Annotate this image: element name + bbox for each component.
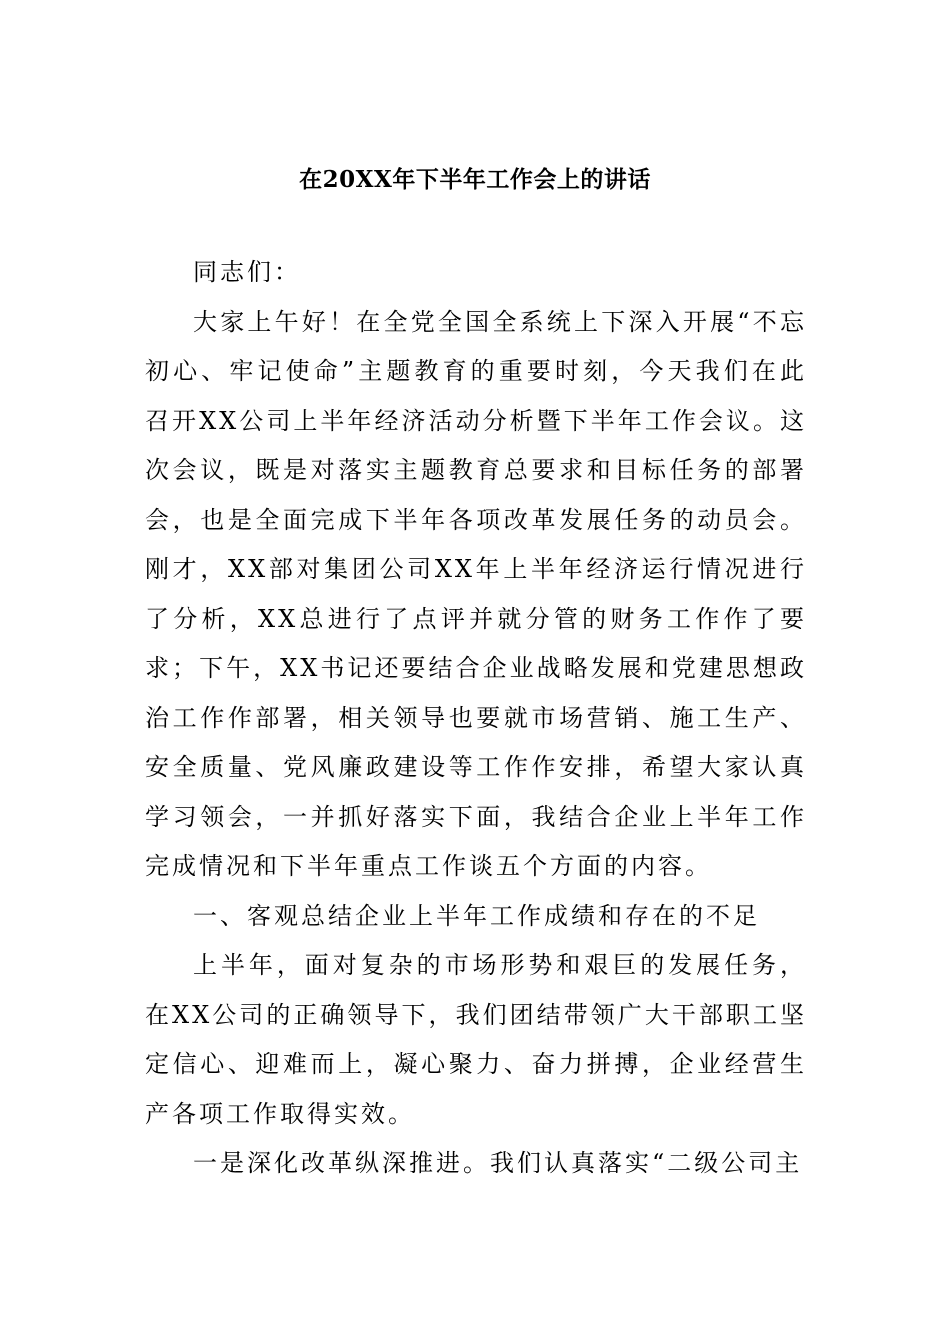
document-title: 在20XX年下半年工作会上的讲话: [299, 166, 651, 193]
document-body: [145, 248, 807, 1189]
opening-paragraph: 大家上午好！在全党全国全系统上下深入开展“不忘初心、牢记使命”主题教育的重要时刻，今天我们在此召开XX公司上半年经济活动分析暨下半年工作会议。这次会议，既是对落实主题教育总要求和目标任务的部署会，也是全面完成下半年各项改革发展任务的动员会。刚才，XX部对集团公司XX年上半年经济运行情况进行了分析，XX总进行了点评并就分管的财务工作作了要求；下午，XX书记还要结合企业战略发展和党建思想政治工作作部署，相关领导也要就市场营销、施工生产、安全质量、党风廉政建设等工作作安排，希望大家认真学习领会，一并抓好落实下面，我结合企业上半年工作完成情况和下半年重点工作谈五个方面的内容。: [145, 307, 807, 880]
summary-paragraph: 上半年，面对复杂的市场形势和艰巨的发展任务，在XX公司的正确领导下，我们团结带领广大干部职工坚定信心、迎难而上，凝心聚力、奋力拼搏，企业经营生产各项工作取得实效。: [145, 951, 807, 1128]
reform-paragraph: 一是深化改革纵深推进。我们认真落实“二级公司主: [193, 1149, 803, 1177]
salutation: 同志们：: [193, 258, 301, 286]
section-heading: 一、客观总结企业上半年工作成绩和存在的不足: [193, 901, 760, 930]
